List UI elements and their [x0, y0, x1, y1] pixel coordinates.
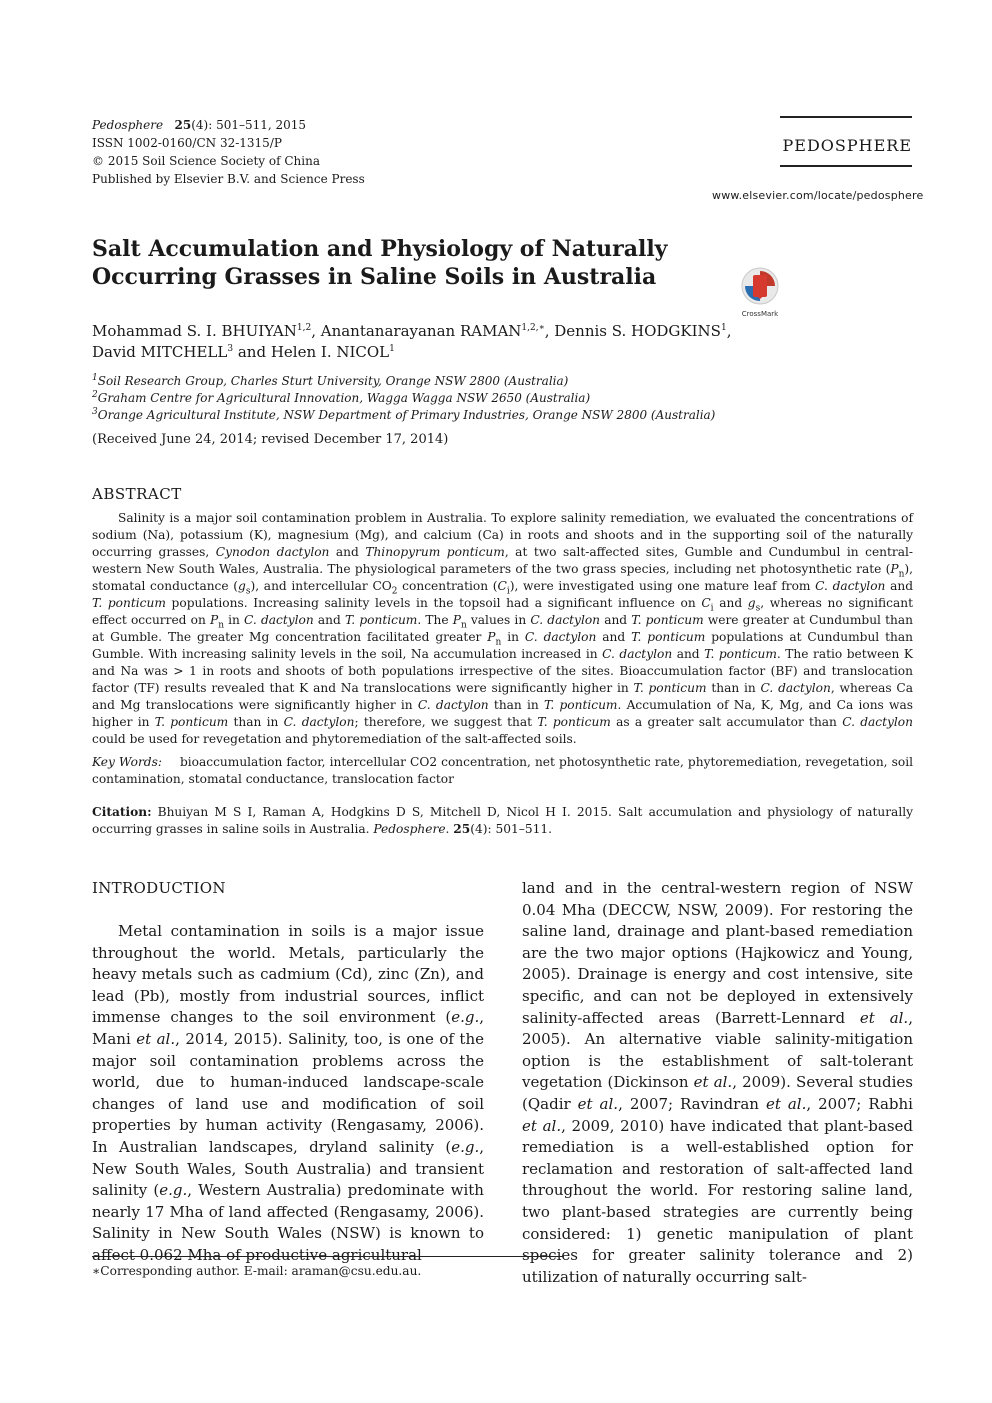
paper-title: Salt Accumulation and Physiology of Naturally Occurring Grasses in Saline Soils in Australia: [92, 236, 668, 290]
brand-rule-top: [780, 116, 912, 118]
publisher-line: Published by Elsevier B.V. and Science Press: [92, 172, 365, 186]
affiliation-number: 2: [92, 390, 98, 400]
keywords-label: Key Words:: [92, 755, 162, 769]
abstract-body: Salinity is a major soil contamination problem in Australia. To explore salinity remediation, we evaluated the concentrations of sodium (Na), potassium (K), magnesium (Mg), and calcium (Ca) in roots and shoots and in the supporting soil of the naturally occurring grasses, Cynodon dactylon and Thinopyrum ponticum, at two salt-affected sites, Gumble and Cundumbul in central-western New South Wales, Australia. The physiological parameters of the two grass species, including net photosynthetic rate $(P_n)$, stomatal conductance $(g_s)$, and intercellular $CO_2$ concentration $(C_i)$, were investigated using one mature leaf from C. dactylon and T. ponticum populations. Increasing salinity levels in the topsoil had a significant influence on $C_i$ and $g_s$, whereas no significant effect occurred on $P_n$ in C. dactylon and T. ponticum. The $P_n$ values in C. dactylon and T. ponticum were greater at Cundumbul than at Gumble. The greater Mg concentration facilitated greater $P_n$ in C. dactylon and T. ponticum populations at Cundumbul than Gumble. With increasing salinity levels in the soil, Na accumulation increased in C. dactylon and T. ponticum. The ratio between K and Na was > 1 in roots and shoots of both populations irrespective of the sites. Bioaccumulation factor (BF) and translocation factor (TF) results revealed that K and Na translocations were significantly higher in T. ponticum than in C. dactylon, whereas Ca and Mg translocations were significantly higher in C. dactylon than in T. ponticum. Accumulation of Na, K, Mg, and Ca ions was higher in T. ponticum than in C. dactylon; therefore, we suggest that T. ponticum as a greater salt accumulator than C. dactylon could be used for revegetation and phytoremediation of the salt-affected soils.: [92, 511, 914, 746]
citation-label: Citation:: [92, 805, 152, 819]
intro-column-left: Metal contamination in soils is a major issue throughout the world. Metals, particularly the heavy metals such as cadmium (Cd), zinc (Zn), and lead (Pb), mostly from industrial sources, inflict immense changes to the soil environment (e.g., Mani et al., 2014, 2015). Salinity, too, is one of the major soil contamination problems across the world, due to human-induced landscape-scale changes of land use and modification of soil properties by human activity (Rengasamy, 2006). In Australian landscapes, dryland salinity (e.g., New South Wales, South Australia) and transient salinity (e.g., Western Australia) predominate with nearly 17 Mha of land affected (Rengasamy, 2006). Salinity in New South Wales (NSW) is known to affect 0.062 Mha of productive agricultural: [92, 922, 484, 1264]
affiliation-number: 1: [92, 373, 98, 383]
crossmark-label: CrossMark: [741, 310, 779, 318]
affiliation-text: Orange Agricultural Institute, NSW Department of Primary Industries, Orange NSW 2800 (Australia): [97, 408, 716, 422]
author-affil-sup: 1: [389, 344, 395, 354]
citation-journal: Pedosphere: [373, 822, 446, 836]
received-dates: (Received June 24, 2014; revised December 17, 2014): [92, 432, 449, 447]
journal-issue-pages: (4): 501–511, 2015: [191, 118, 307, 132]
crossmark-badge[interactable]: [736, 266, 784, 316]
intro-column-right: land and in the central-western region of NSW 0.04 Mha (DECCW, NSW, 2009). For restoring the saline land, drainage and plant-based remediation are the two major options (Hajkowicz and Young, 2005). Drainage is energy and cost intensive, site specific, and can not be deployed in extensively salinity-affected areas (Barrett-Lennard et al., 2005). An alternative viable salinity-mitigation option is the establishment of salt-tolerant vegetation (Dickinson et al., 2009). Several studies (Qadir et al., 2007; Ravindran et al., 2007; Rabhi et al., 2009, 2010) have indicated that plant-based remediation is a well-established option for reclamation and restoration of salt-affected land throughout the world. For restoring saline land, two plant-based strategies are currently being considered: 1) genetic manipulation of plant species for greater salinity tolerance and 2) utilization of naturally occurring salt-: [522, 879, 913, 1286]
affiliation-text: Soil Research Group, Charles Sturt University, Orange NSW 2800 (Australia): [97, 374, 569, 388]
author-name: David MITCHELL: [92, 343, 228, 361]
author-name: Anantanarayanan RAMAN: [320, 322, 522, 340]
journal-brand: [780, 116, 912, 167]
author-name: Dennis S. HODGKINS: [554, 322, 721, 340]
footnote-rule: [92, 1256, 564, 1257]
author-affil-sup: 1,2: [296, 323, 312, 333]
introduction-heading: INTRODUCTION: [92, 879, 226, 897]
author-affil-sup: 1: [720, 323, 727, 333]
citation-pages: (4): 501–511.: [470, 822, 553, 836]
author-list: Mohammad S. I. BHUIYAN$^{1,2}$, Anantanarayanan $RAMAN^{1,2,∗}$, Dennis S. HODGKINS$^1$, David MITCHELL$^3$ and Helen I. NICOL$^1$: [92, 322, 732, 361]
copyright-line: © 2015 Soil Science Society of China: [92, 154, 320, 168]
journal-name: Pedosphere: [92, 118, 164, 132]
author-name: Helen I. NICOL: [270, 343, 390, 361]
citation-text: Bhuiyan M S I, Raman A, Hodgkins D S, Mitchell D, Nicol H I. 2015. Salt accumulation and physiology of naturally occurring grasses in saline soils in Australia.: [92, 805, 913, 836]
abstract-heading: ABSTRACT: [92, 485, 182, 503]
brand-rule-bottom: [780, 165, 912, 167]
corresponding-author-footnote: ∗Corresponding author. E-mail: araman@csu.edu.au.: [92, 1264, 422, 1278]
keywords-block: [92, 754, 913, 788]
affiliation-number: 3: [92, 407, 98, 417]
author-affil-sup: 1,2,∗: [521, 323, 545, 333]
brand-name: PEDOSPHERE: [782, 136, 912, 155]
author-affil-sup: 3: [227, 344, 234, 354]
affiliation: [92, 390, 590, 407]
affiliation: [92, 373, 568, 390]
crossmark-icon: [740, 266, 780, 306]
author-name: Mohammad S. I. BHUIYAN: [92, 322, 297, 340]
citation-volume: 25: [453, 822, 471, 836]
keywords-list: bioaccumulation factor, intercellular CO2 concentration, net photosynthetic rate, phytoremediation, revegetation, soil contamination, stomatal conductance, translocation factor: [92, 755, 913, 786]
affiliation-text: Graham Centre for Agricultural Innovation, Wagga Wagga NSW 2650 (Australia): [97, 391, 591, 405]
affiliation: [92, 407, 715, 424]
issn-line: ISSN 1002-0160/CN 32-1315/P: [92, 136, 282, 150]
citation-block: Citation: Bhuiyan M S I, Raman A, Hodgkins D S, Mitchell D, Nicol H I. 2015. Salt accumulation and physiology of naturally occurring grasses in saline soils in Australia. Pedosphere. 25(4): 501–511.: [92, 805, 913, 836]
journal-citation-line: [92, 116, 306, 134]
journal-volume: 25: [174, 118, 192, 132]
journal-url-link[interactable]: www.elsevier.com/locate/pedosphere: [712, 189, 924, 202]
